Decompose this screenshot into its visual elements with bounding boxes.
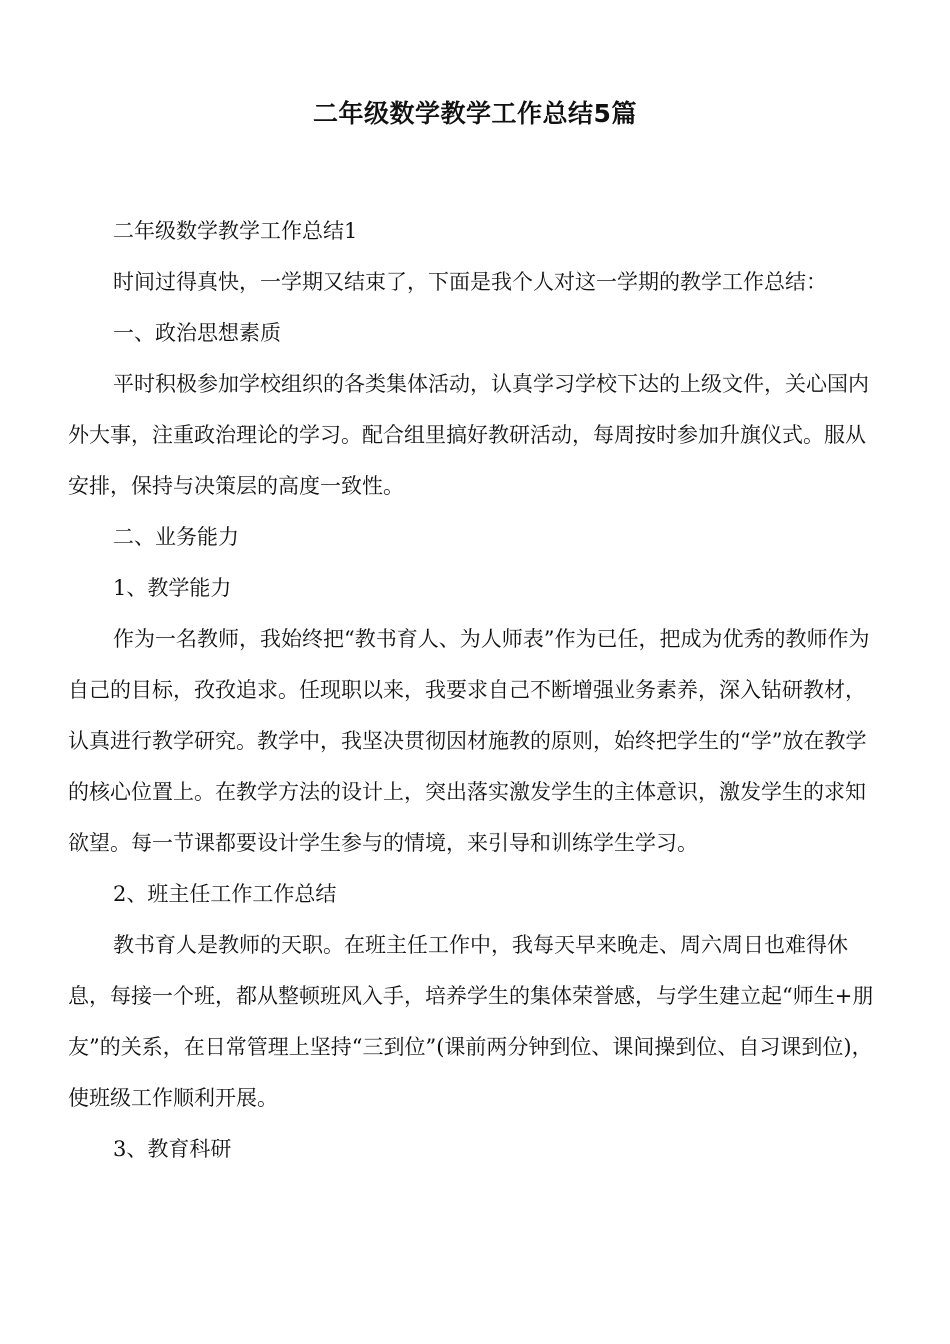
heading-political-quality: 一、政治思想素质 [113,321,281,345]
paragraph-teaching-ability: 作为一名教师，我始终把“教书育人、为人师表”作为已任，把成为优秀的教师作为自己的目标，孜孜追求。任现职以来，我要求自己不断增强业务素养，深入钻研教材，认真进行教学研究。教学中，我坚决贯彻因材施教的原则，始终把学生的“学”放在教学的核心位置上。在教学方法的设计上，突出落实激发学生的主体意识，激发学生的求知欲望。每一节课都要设计学生参与的情境，来引导和训练学生学习。 [68,627,870,855]
paragraph-political-quality: 平时积极参加学校组织的各类集体活动，认真学习学校下达的上级文件，关心国内外大事，注重政治理论的学习。配合组里搞好教研活动，每周按时参加升旗仪式。服从安排，保持与决策层的高度一致性。 [68,372,869,498]
heading-business-ability: 二、业务能力 [113,525,239,549]
subheading-teaching-ability: 1、教学能力 [113,576,232,600]
section-title-1: 二年级数学教学工作总结1 [113,219,358,243]
subheading-education-research: 3、教育科研 [113,1137,232,1161]
intro-paragraph: 时间过得真快，一学期又结束了，下面是我个人对这一学期的教学工作总结： [113,270,827,294]
document-body [68,206,884,1175]
paragraph-class-teacher-work: 教书育人是教师的天职。在班主任工作中，我每天早来晚走、周六周日也难得休息，每接一个班，都从整顿班风入手，培养学生的集体荣誉感，与学生建立起“师生+朋友”的关系，在日常管理上坚持“三到位”(课前两分钟到位、课间操到位、自习课到位)，使班级工作顺利开展。 [68,933,874,1110]
subheading-class-teacher-work: 2、班主任工作工作总结 [113,882,337,906]
document-title: 二年级数学教学工作总结5篇 [313,99,637,128]
